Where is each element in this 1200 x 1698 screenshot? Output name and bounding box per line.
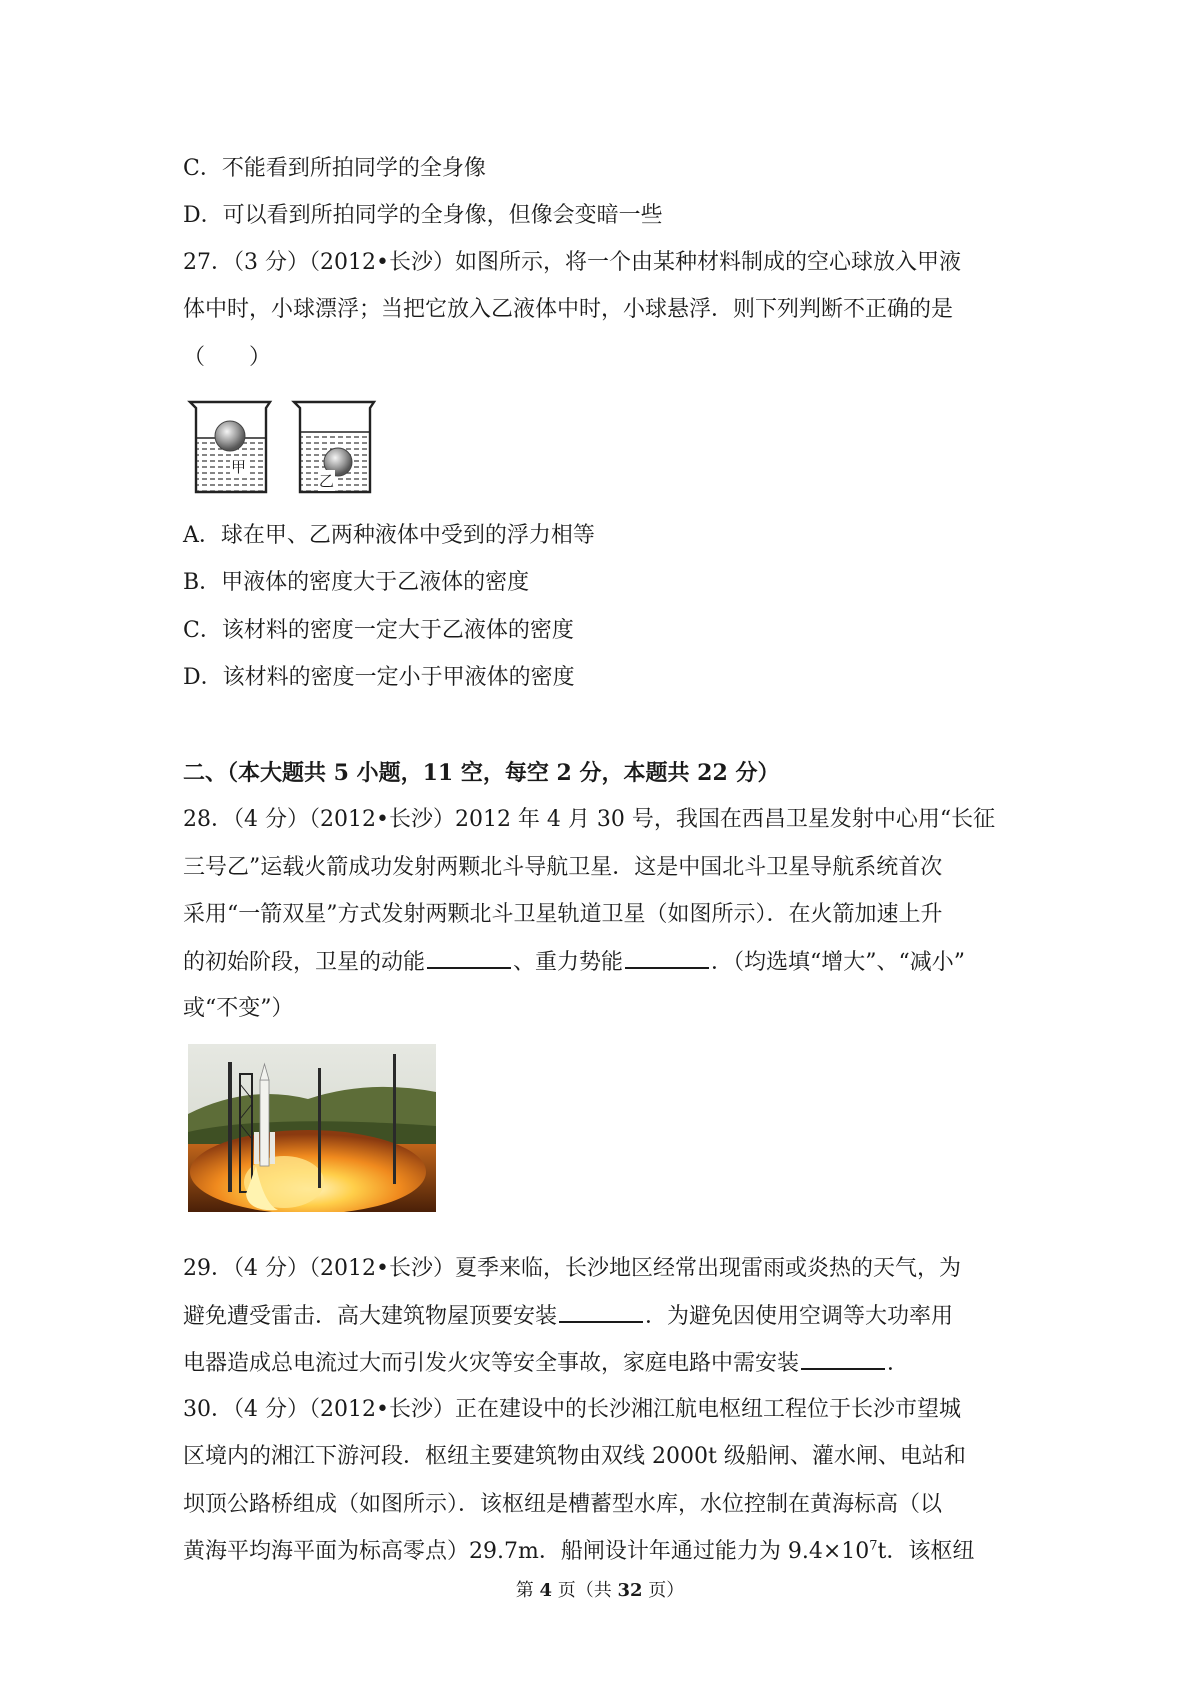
- q27-option-d: D．该材料的密度一定小于甲液体的密度: [183, 665, 575, 690]
- q28-line-4-text-c: ．（均选填“增大”、“减小”: [711, 950, 966, 975]
- q30-exponent: 7: [869, 1538, 878, 1554]
- beaker-a: [190, 402, 270, 492]
- q29-line-3: [183, 1348, 909, 1379]
- q30-line-2: 区境内的湘江下游河段．枢纽主要建筑物由双线 2000t 级船闸、灌水闸、电站和: [183, 1444, 966, 1469]
- q28-line-2: 三号乙”运载火箭成功发射两颗北斗导航卫星．这是中国北斗卫星导航系统首次: [183, 855, 943, 880]
- q27-option-a: A．球在甲、乙两种液体中受到的浮力相等: [183, 523, 595, 548]
- option-c: C．不能看到所拍同学的全身像: [183, 156, 486, 181]
- beaker-a-label: 甲: [231, 458, 247, 476]
- q27-option-c: C．该材料的密度一定大于乙液体的密度: [183, 618, 574, 643]
- beaker-b-label: 乙: [319, 472, 335, 490]
- q28-line-4: [183, 947, 965, 978]
- footer-middle: 页（共: [552, 1580, 618, 1601]
- q28-line-3: 采用“一箭双星”方式发射两颗北斗卫星轨道卫星（如图所示）．在火箭加速上升: [183, 902, 943, 927]
- q30-line-1: 30．（4 分）（2012•长沙）正在建设中的长沙湘江航电枢纽工程位于长沙市望城: [183, 1397, 961, 1422]
- q28-line-1: 28．（4 分）（2012•长沙）2012 年 4 月 30 号，我国在西昌卫星发射中心用“长征: [183, 807, 996, 832]
- q27-line-3: （ ）: [183, 345, 272, 370]
- q29-line-2: [183, 1301, 953, 1332]
- option-d: D．可以看到所拍同学的全身像，但像会变暗一些: [183, 203, 663, 228]
- q27-line-1: 27．（3 分）（2012•长沙）如图所示，将一个由某种材料制成的空心球放入甲液: [183, 250, 961, 275]
- page-footer: [0, 1579, 1200, 1603]
- q30-line-4-text-a: 黄海平均海平面为标高零点）29.7m．船闸设计年通过能力为 9.4×10: [183, 1539, 870, 1564]
- q29-line-1: 29．（4 分）（2012•长沙）夏季来临，长沙地区经常出现雷雨或炎热的天气，为: [183, 1256, 961, 1281]
- footer-suffix: 页）: [642, 1580, 685, 1601]
- section-2-heading: 二、（本大题共 5 小题，11 空，每空 2 分，本题共 22 分）: [183, 760, 780, 786]
- blank-circuit-protector[interactable]: [801, 1348, 885, 1370]
- q30-line-4-text-b: t．该枢纽: [877, 1539, 975, 1564]
- q29-line-3-text-b: ．: [887, 1351, 910, 1376]
- footer-total-pages: 32: [617, 1580, 643, 1601]
- blank-potential-energy[interactable]: [625, 947, 709, 969]
- q30-line-3: 坝顶公路桥组成（如图所示）．该枢纽是槽蓄型水库，水位控制在黄海标高（以: [183, 1492, 943, 1517]
- q30-line-4: [183, 1537, 974, 1567]
- beakers-figure: [186, 398, 386, 498]
- q29-line-3-text-a: 电器造成总电流过大而引发火灾等安全事故，家庭电路中需安装: [183, 1351, 800, 1376]
- blank-lightning-rod[interactable]: [559, 1301, 643, 1323]
- q27-option-b: B．甲液体的密度大于乙液体的密度: [183, 570, 530, 595]
- footer-prefix: 第: [515, 1580, 540, 1601]
- q29-line-2-text-b: ．为避免因使用空调等大功率用: [645, 1304, 954, 1329]
- blank-kinetic-energy[interactable]: [427, 947, 511, 969]
- q28-line-5: 或“不变”）: [183, 996, 294, 1021]
- rocket-launch-photo: [188, 1044, 436, 1212]
- footer-page-number: 4: [539, 1580, 552, 1601]
- q28-line-4-text-a: 的初始阶段，卫星的动能: [183, 950, 426, 975]
- q28-line-4-text-b: 、重力势能: [513, 950, 624, 975]
- q27-line-2: 体中时，小球漂浮；当把它放入乙液体中时，小球悬浮．则下列判断不正确的是: [183, 297, 954, 322]
- q29-line-2-text-a: 避免遭受雷击．高大建筑物屋顶要安装: [183, 1304, 558, 1329]
